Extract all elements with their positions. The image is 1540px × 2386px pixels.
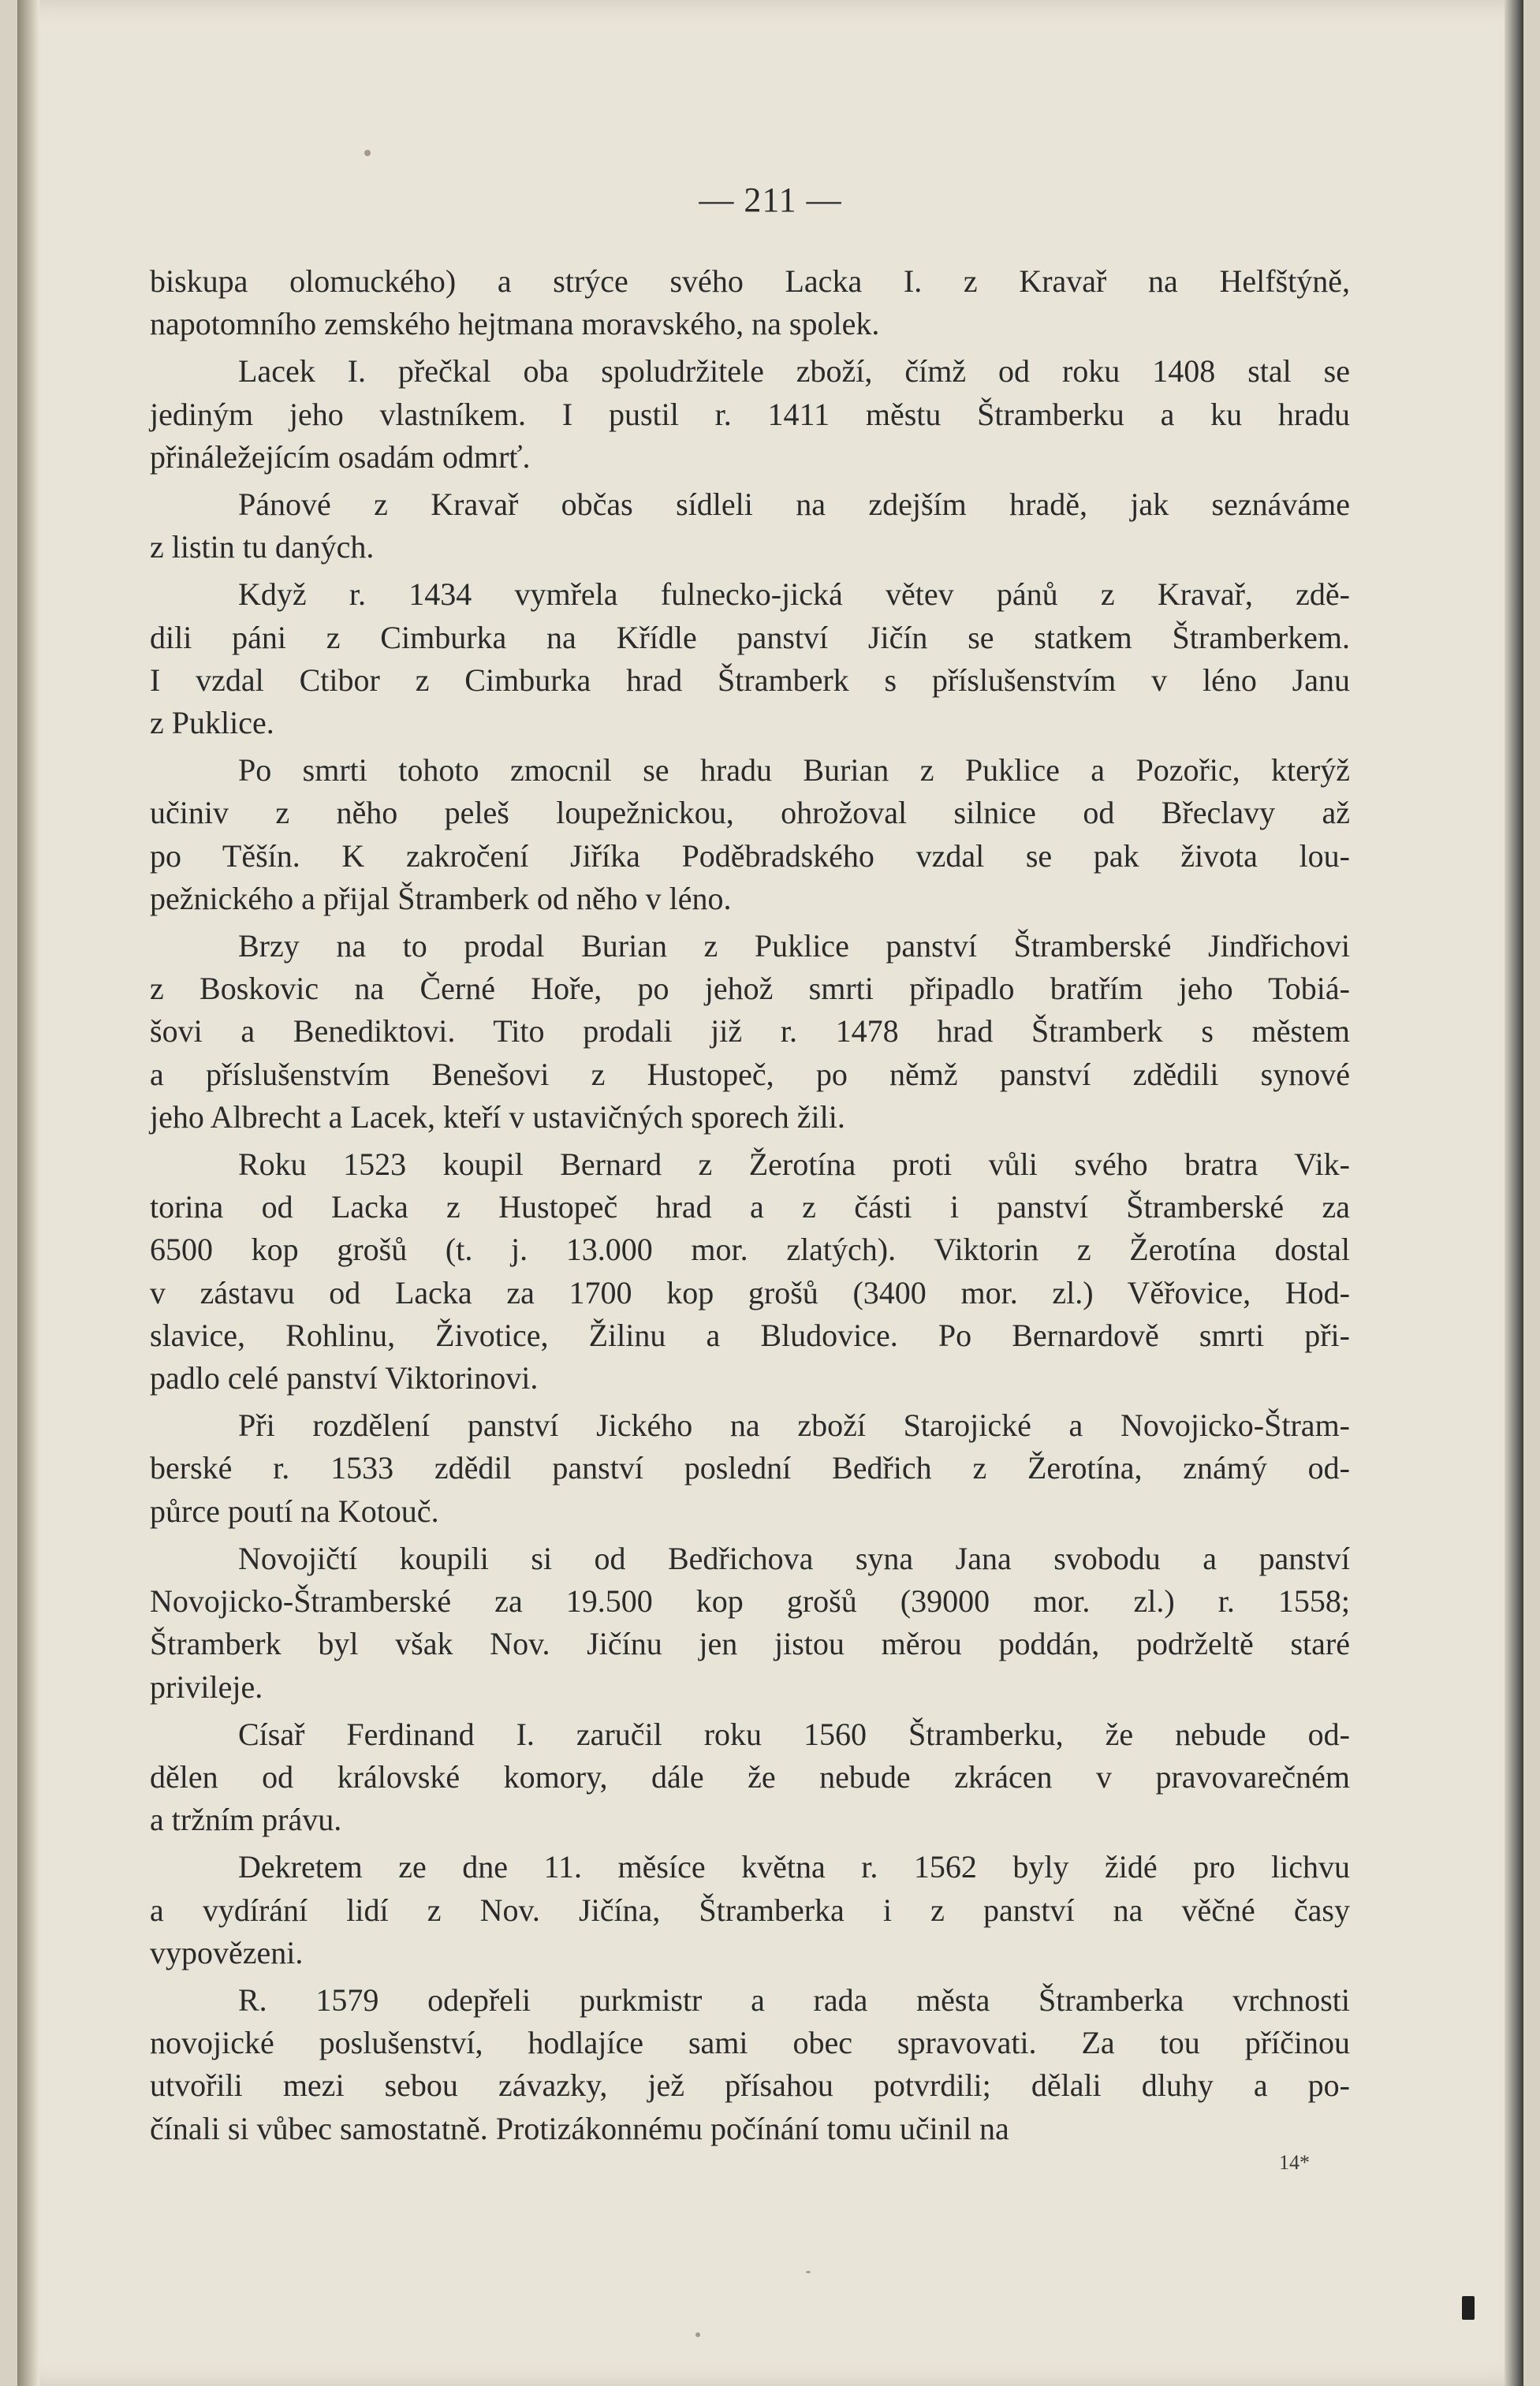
text-line: novojické poslušenství, hodlajíce sami obec spravovati. Za tou příčinou	[150, 2025, 1350, 2061]
text-line: 6500 kop grošů (t. j. 13.000 mor. zlatých). Viktorin z Žerotína dostal	[150, 1232, 1350, 1268]
text-line: Po smrti tohoto zmocnil se hradu Burian z Puklice a Pozořic, kterýž	[238, 752, 1350, 788]
text-line: biskupa olomuckého) a strýce svého Lacka I. z Kravař na Helfštýně,	[150, 263, 1350, 299]
corner-mark	[1462, 2296, 1475, 2320]
text-line: Při rozdělení panství Jického na zboží Starojické a Novojicko-Štram-	[238, 1407, 1350, 1444]
page-edge	[1505, 0, 1523, 2386]
text-line: a tržním právu.	[150, 1802, 342, 1838]
text-line: přináležejícím osadám odmrť.	[150, 438, 531, 475]
signature-mark: 14*	[1279, 2151, 1310, 2174]
text-line: I vzdal Ctibor z Cimburka hrad Štramberk s příslušenstvím v léno Janu	[150, 662, 1350, 698]
text-line: a příslušenstvím Benešovi z Hustopeč, po němž panství zdědili synové	[150, 1056, 1350, 1092]
text-line: vypovězeni.	[150, 1934, 304, 1970]
text-line: a vydírání lidí z Nov. Jičína, Štramberka i z panství na věčné časy	[150, 1892, 1350, 1928]
text-line: čínali si vůbec samostatně. Protizákonnému počínání tomu učinil na	[150, 2110, 1009, 2146]
text-line: Novojičtí koupili si od Bedřichova syna Jana svobodu a panství	[238, 1540, 1350, 1576]
text-line: šovi a Benediktovi. Tito prodali již r. 1478 hrad Štramberk s městem	[150, 1013, 1350, 1049]
text-line: R. 1579 odepřeli purkmistr a rada města Štramberka vrchnosti	[238, 1981, 1350, 2018]
text-line: utvořili mezi sebou závazky, jež přísahou potvrdili; dělali dluhy a po-	[150, 2067, 1350, 2104]
text-line: slavice, Rohlinu, Životice, Žilinu a Bludovice. Po Bernardově smrti při-	[150, 1317, 1350, 1353]
text-line: po Těšín. K zakročení Jiříka Poděbradského vzdal se pak života lou-	[150, 837, 1350, 874]
text-line: jediným jeho vlastníkem. I pustil r. 1411 městu Štramberku a ku hradu	[150, 396, 1350, 432]
text-line: privileje.	[150, 1668, 263, 1705]
text-line: z Boskovic na Černé Hoře, po jehož smrti připadlo bratřím jeho Tobiá-	[150, 971, 1350, 1007]
text-line: z Puklice.	[150, 705, 274, 741]
text-line: Lacek I. přečkal oba spoludržitele zboží, čímž od roku 1408 stal se	[238, 353, 1350, 390]
text-line: Dekretem ze dne 11. měsíce května r. 1562 byly židé pro lichvu	[238, 1849, 1350, 1885]
text-line: Pánové z Kravař občas sídleli na zdejším hradě, jak seznáváme	[238, 487, 1350, 523]
text-line: Brzy na to prodal Burian z Puklice panství Štramberské Jindřichovi	[238, 928, 1350, 964]
text-line: pežnického a přijal Štramberk od něho v léno.	[150, 880, 732, 916]
paper-speck	[364, 150, 371, 156]
text-line: Císař Ferdinand I. zaručil roku 1560 Štramberku, že nebude od-	[238, 1716, 1350, 1752]
body-text	[150, 260, 1350, 2155]
page-number: — 211 —	[699, 181, 842, 219]
paragraph	[150, 350, 1350, 479]
paragraph	[150, 749, 1350, 920]
text-line: Roku 1523 koupil Bernard z Žerotína proti vůli svého bratra Vik-	[238, 1146, 1350, 1183]
text-line: napotomního zemského hejtmana moravského, na spolek.	[150, 306, 880, 342]
paragraph	[150, 1143, 1350, 1400]
paragraph	[150, 1404, 1350, 1533]
paragraph	[150, 1846, 1350, 1974]
text-line: berské r. 1533 zdědil panství poslední Bedřich z Žerotína, známý od-	[150, 1450, 1350, 1486]
paragraph	[150, 260, 1350, 345]
text-line: dili páni z Cimburka na Křídle panství Jičín se statkem Štramberkem.	[150, 619, 1350, 655]
text-line: jeho Albrecht a Lacek, kteří v ustavičných sporech žili.	[150, 1098, 845, 1135]
text-line: torina od Lacka z Hustopeč hrad a z části i panství Štramberské za	[150, 1189, 1350, 1225]
text-line: Štramberk byl však Nov. Jičínu jen jistou měrou poddán, podrželtě staré	[150, 1626, 1350, 1662]
paper-speck	[806, 2271, 811, 2273]
text-line: dělen od královské komory, dále že nebude zkrácen v pravovarečném	[150, 1758, 1350, 1795]
text-line: Když r. 1434 vymřela fulnecko-jická větev pánů z Kravař, zdě-	[238, 576, 1350, 613]
text-line: z listin tu daných.	[150, 529, 375, 565]
text-line: učiniv z něho peleš loupežnickou, ohrožoval silnice od Břeclavy až	[150, 795, 1350, 831]
paragraph	[150, 1713, 1350, 1842]
paragraph	[150, 1538, 1350, 1709]
paragraph	[150, 925, 1350, 1139]
text-line: padlo celé panství Viktorinovi.	[150, 1360, 539, 1396]
paragraph	[150, 483, 1350, 569]
paper-speck	[695, 2332, 700, 2337]
text-line: v zástavu od Lacka za 1700 kop grošů (3400 mor. zl.) Věřovice, Hod-	[150, 1274, 1350, 1310]
paragraph	[150, 573, 1350, 744]
text-line: Novojicko-Štramberské za 19.500 kop grošů (39000 mor. zl.) r. 1558;	[150, 1583, 1350, 1620]
book-page	[17, 0, 1523, 2386]
paragraph	[150, 1979, 1350, 2150]
text-line: půrce poutí na Kotouč.	[150, 1493, 439, 1529]
binding-shadow	[17, 0, 39, 2386]
